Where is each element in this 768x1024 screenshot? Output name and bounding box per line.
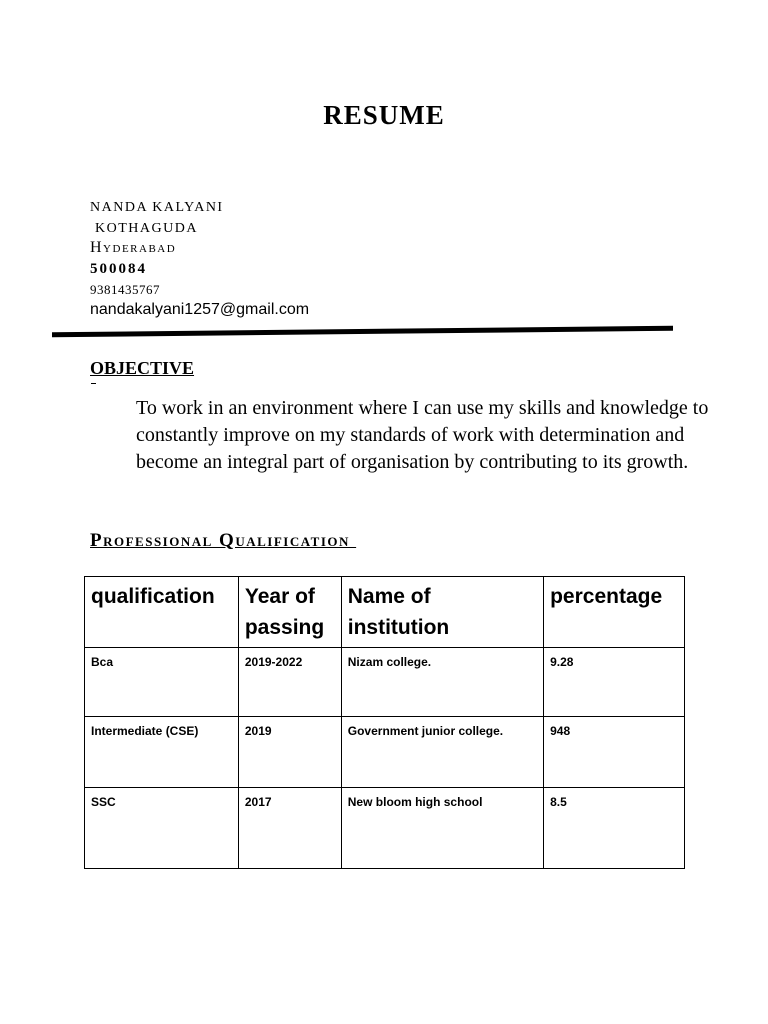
- cell-qualification: Intermediate (CSE): [85, 717, 239, 788]
- header-divider: [52, 326, 673, 338]
- cell-institution: Government junior college.: [341, 717, 543, 788]
- objective-heading: OBJECTIVE: [90, 358, 195, 378]
- table-row: [85, 648, 685, 717]
- contact-city: Hyderabad: [90, 239, 177, 256]
- cell-institution: New bloom high school: [341, 788, 543, 869]
- cell-qualification: SSC: [85, 788, 239, 869]
- table-row: [85, 788, 685, 869]
- contact-name: NANDA KALYANI: [90, 200, 224, 215]
- cell-percentage: 9.28: [544, 648, 685, 717]
- column-header: percentage: [544, 577, 685, 648]
- table-header-row: [85, 577, 685, 648]
- cell-percentage: 948: [544, 717, 685, 788]
- contact-email: nandakalyani1257@gmail.com: [90, 301, 310, 318]
- cell-institution: Nizam college.: [341, 648, 543, 717]
- qualification-table: [84, 576, 685, 869]
- resume-title: RESUME: [323, 100, 445, 130]
- contact-phone: 9381435767: [90, 282, 160, 297]
- contact-pincode: 500084: [90, 261, 147, 277]
- column-header: Name of institution: [341, 577, 543, 648]
- table-row: [85, 717, 685, 788]
- objective-text: To work in an environment where I can use my skills and knowledge to constantly improve on my standards of work with determination and become an integral part of organisation by contributing to its growth.: [136, 397, 709, 473]
- cell-year: 2019: [238, 717, 341, 788]
- cell-qualification: Bca: [85, 648, 239, 717]
- contact-locality: KOTHAGUDA: [90, 221, 198, 236]
- cell-percentage: 8.5: [544, 788, 685, 869]
- cell-year: 2017: [238, 788, 341, 869]
- column-header: qualification: [85, 577, 239, 648]
- column-header: Year of passing: [238, 577, 341, 648]
- cell-year: 2019-2022: [238, 648, 341, 717]
- qualification-heading: Professional Qualification: [90, 530, 357, 551]
- bullet-dash: [91, 383, 96, 384]
